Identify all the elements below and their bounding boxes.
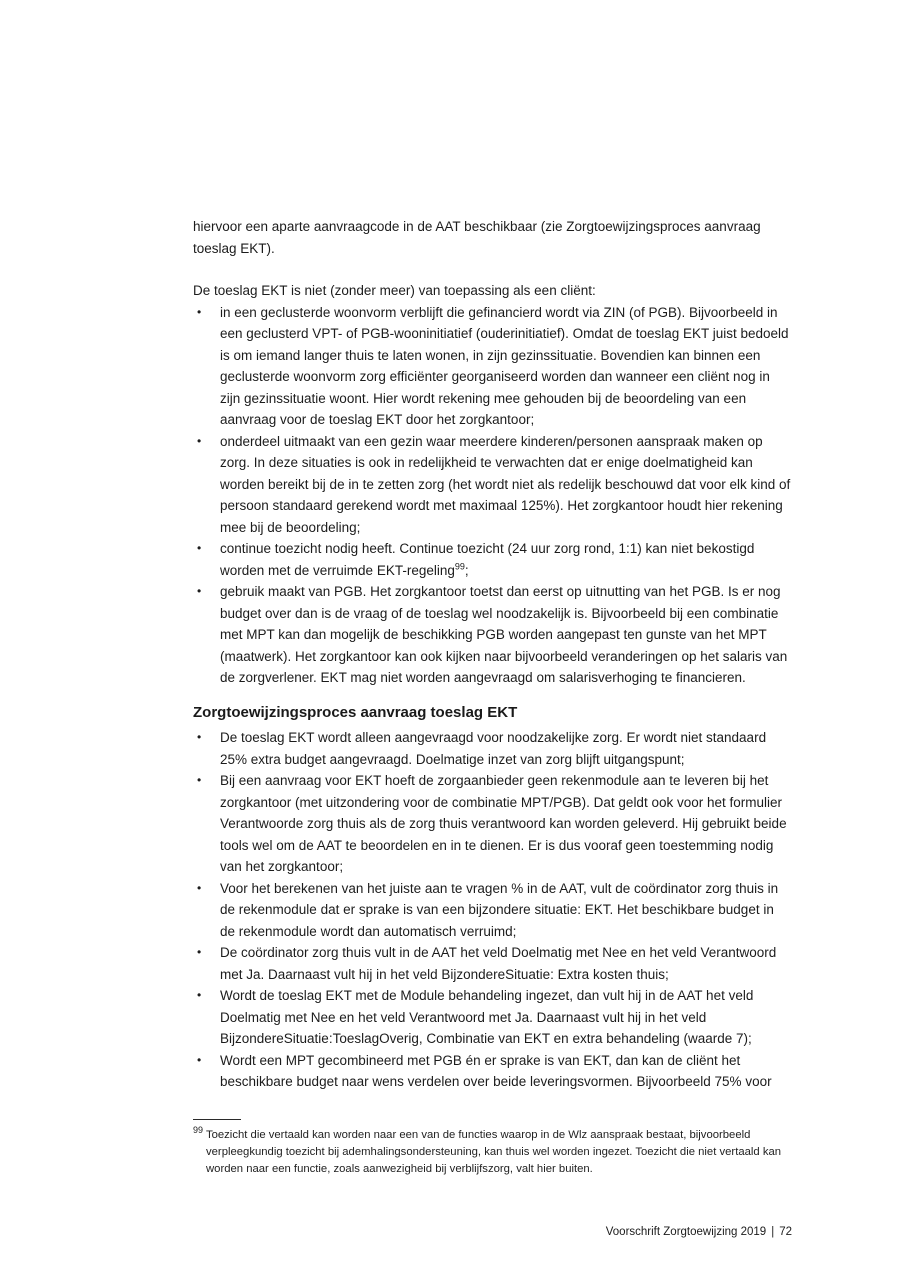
bullet-icon: • — [197, 304, 202, 319]
list-item-text: in een geclusterde woonvorm verblijft die gefinancierd wordt via ZIN (of PGB). Bijvoorbeeld in een geclusterd VPT- of PGB-wooninitiatief (ouderinitiatief). Omdat de toeslag EKT juist bedoeld is om iemand langer thuis te laten wonen, in zijn gezinssituatie. Bovendien kan binnen een geclusterde woonvorm zorg efficiënter georganiseerd worden dan wanneer een cliënt nog in zijn gezinssituatie woont. Hier wordt rekening mee gehouden bij de beoordeling van een aanvraag voor de toeslag EKT door het zorgkantoor; — [220, 304, 789, 427]
list-item — [193, 985, 792, 1050]
list-item-text: De coördinator zorg thuis vult in de AAT het veld Doelmatig met Nee en het veld Verantwoord met Ja. Daarnaast vult hij in het veld BijzondereSituatie: Extra kosten thuis; — [220, 945, 777, 982]
bullet-icon: • — [197, 988, 202, 1002]
footer-title: Voorschrift Zorgtoewijzing 2019 — [605, 1226, 767, 1238]
exclusion-list — [193, 302, 792, 689]
bullet-icon: • — [197, 880, 202, 895]
footnote-separator — [193, 1119, 241, 1120]
page-footer — [606, 1222, 792, 1244]
list-item — [193, 302, 792, 431]
list-item-text: onderdeel uitmaakt van een gezin waar meerdere kinderen/personen aanspraak maken op zorg. In deze situaties is ook in redelijkheid te verwachten dat er enige doelmatigheid kan worden bereikt bij de in te zetten zorg (het wordt niet als redelijk beschouwd dat voor elk kind of persoon standaard gerekend wordt met maximaal 125%). Het zorgkantoor houdt hier rekening mee bij de beoordeling; — [220, 433, 791, 535]
footnote-marker: 99 — [193, 1124, 204, 1135]
bullet-icon: • — [197, 584, 202, 598]
list-item — [193, 727, 792, 770]
bullet-icon: • — [197, 433, 202, 448]
footnote-ref: 99 — [454, 561, 465, 571]
list-item-text: Wordt de toeslag EKT met de Module behandeling ingezet, dan vult hij in de AAT het veld Doelmatig met Nee en het veld Verantwoord met Ja. Daarnaast vult hij in het veld BijzondereSituatie:ToeslagOverig, Combinatie van EKT en extra behandeling (waarde 7); — [220, 988, 754, 1046]
list-item — [193, 1050, 792, 1093]
list-intro: De toeslag EKT is niet (zonder meer) van toepassing als een cliënt: — [193, 283, 596, 298]
bullet-icon: • — [197, 945, 202, 959]
footnote-block — [193, 1119, 792, 1178]
bullet-icon: • — [197, 541, 202, 555]
bullet-icon: • — [197, 730, 202, 744]
list-item — [193, 878, 792, 943]
bullet-icon: • — [197, 773, 202, 787]
list-item-text: De toeslag EKT wordt alleen aangevraagd voor noodzakelijke zorg. Er wordt niet standaard 25% extra budget aangevraagd. Doelmatige inzet van zorg blijft uitgangspunt; — [220, 730, 767, 767]
list-item-text: Wordt een MPT gecombineerd met PGB én er sprake is van EKT, dan kan de cliënt het beschikbare budget naar wens verdelen over beide leveringsvormen. Bijvoorbeeld 75% voor — [220, 1052, 772, 1089]
intro-paragraph: hiervoor een aparte aanvraagcode in de AAT beschikbaar (zie Zorgtoewijzingsproces aanvraag toeslag EKT). — [193, 219, 761, 256]
footnote-text: Toezicht die vertaald kan worden naar een van de functies waarop in de Wlz aanspraak bestaat, bijvoorbeeld verpleegkundig toezicht bij ademhalingsondersteuning, kan thuis wel worden ingezet. Toezicht die niet vertaald kan worden naar een functie, zoals aanwezigheid bij verblijfszorg, valt hier buiten. — [203, 1128, 782, 1175]
list-item-text: Voor het berekenen van het juiste aan te vragen % in de AAT, vult de coördinator zorg thuis in de rekenmodule dat er sprake is van een bijzondere situatie: EKT. Het beschikbare budget in de rekenmodule wordt dan automatisch verruimd; — [220, 880, 779, 939]
list-item-text: gebruik maakt van PGB. Het zorgkantoor toetst dan eerst op uitnutting van het PGB. Is er nog budget over dan is de vraag of de toeslag wel noodzakelijk is. Bijvoorbeeld bij een combinatie met MPT kan dan mogelijk de beschikking PGB worden aangepast ten gunste van het MPT (maatwerk). Het zorgkantoor kan ook kijken naar bijvoorbeeld veranderingen op het salaris van de zorgverlener. EKT mag niet worden aangevraagd om salarisverhoging te financieren. — [220, 584, 788, 685]
list-item-text: Bij een aanvraag voor EKT hoeft de zorgaanbieder geen rekenmodule aan te leveren bij het zorgkantoor (met uitzondering voor de combinatie MPT/PGB). Dat geldt ook voor het formulier Verantwoorde zorg thuis als de zorg thuis verantwoord kan worden geleverd. Hij gebruikt beide tools wel om de AAT te beoordelen en in te dienen. Er is dus vooraf geen toestemming nodig van het zorgkantoor; — [220, 773, 787, 874]
list-item — [193, 770, 792, 878]
list-item — [193, 538, 792, 581]
footer-page-number: 72 — [779, 1226, 792, 1238]
bullet-icon: • — [197, 1052, 202, 1067]
process-list — [193, 727, 792, 1093]
footnote — [193, 1124, 792, 1178]
list-item — [193, 942, 792, 985]
list-item — [193, 431, 792, 539]
list-item-text: continue toezicht nodig heeft. Continue toezicht (24 uur zorg rond, 1:1) kan niet bekostigd worden met de verruimde EKT-regeling$^{99}$; — [220, 541, 755, 578]
section-heading: Zorgtoewijzingsproces aanvraag toeslag EKT — [193, 703, 518, 721]
footer-separator: | — [771, 1226, 775, 1238]
list-item — [193, 581, 792, 689]
